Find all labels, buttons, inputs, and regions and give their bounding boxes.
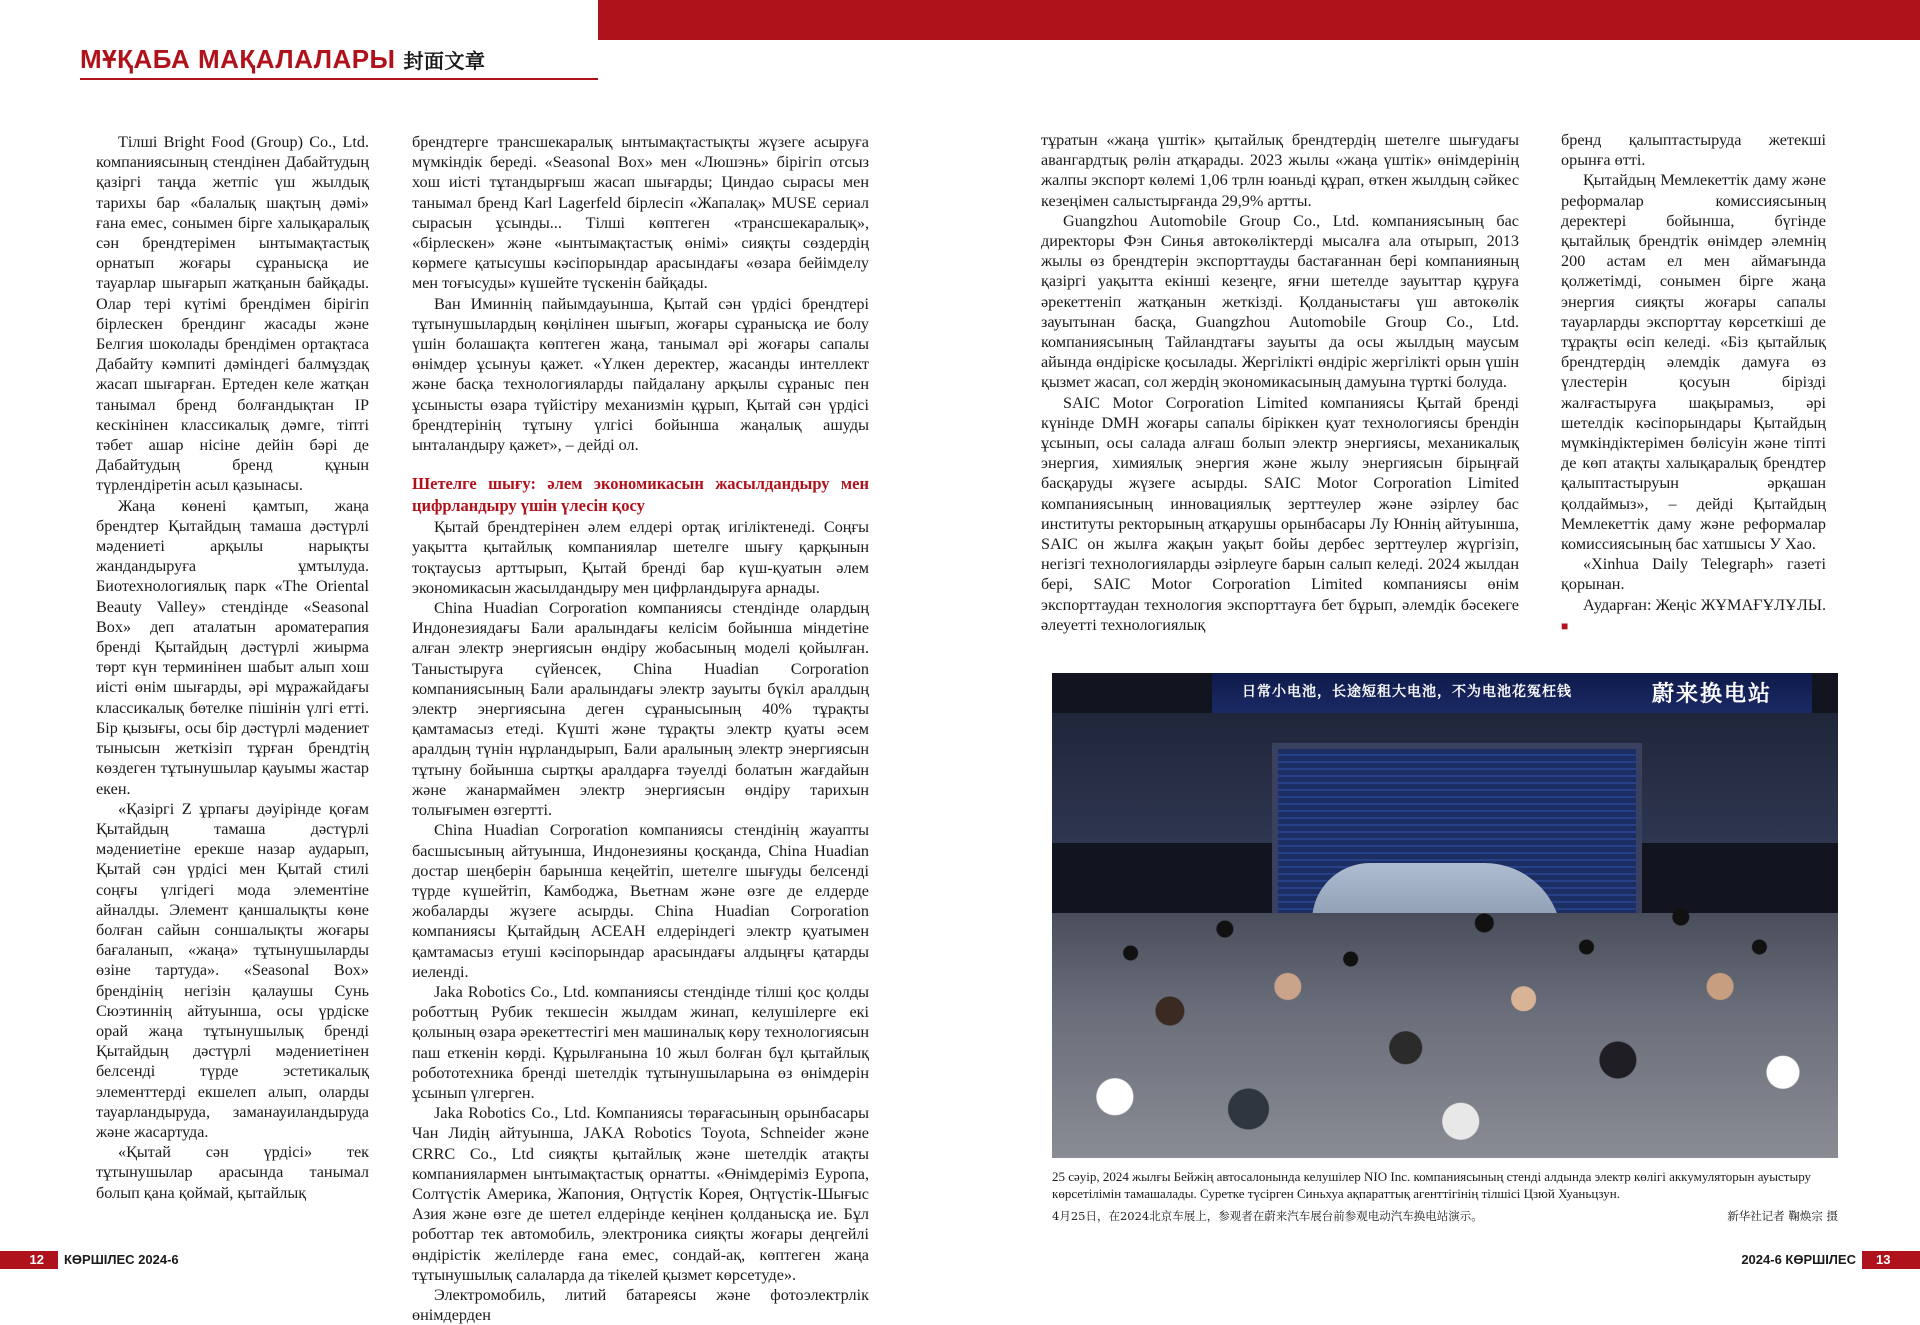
end-mark: ■ bbox=[1561, 618, 1569, 633]
section-title-cn: 封面文章 bbox=[403, 51, 486, 73]
paragraph: Jaka Robotics Co., Ltd. Компаниясы төрағасының орынбасары Чан Лидің айтуынша, JAKA Robotics Toyota, Schneider және CRRC Co., Ltd сияқты қытайлық және шетелдік атақты компаниялармен ынтымақтастық орнатты. «Өнімдеріміз Еуропа, Солтүстік Америка, Жапония, Оңтүстік Корея, Оңтүстік-Шығыс Азия және өзге де шетел елдерінде кеңінен қолданысқа ие. Бұл роботтар тек автомобиль, электроника сияқты жоғары деңгейлі өндірістік желілерде ғана емес, сондай-ақ, көптеген жаңа тұтынушылық салаларда да тікелей қызмет көрсетуде». bbox=[412, 1104, 869, 1284]
paragraph: Жаңа көнені қамтып, жаңа брендтер Қытайдың тамаша дәстүрлі мәдениеті арқылы нарықты жандандыруға ұмтылуда. Биотехнологиялық парк «The Oriental Beauty Valley» стендінде «Seasonal Box» деп аталатын ароматерапия бренді Қытайдың дәстүрлі жиырма төрт күн терминінен шабыт алып хош иісті өнім шығарды, әрі мұражайдағы классикалық бөтелке пішінін үлгі етті. Бір қызығы, осы бір дәстүрлі мәдениет тынысын жеткізіп тұрған брендтің көздеген тұтынушылар қауымы жастар екен. bbox=[96, 496, 369, 798]
paragraph: «Қытай сән үрдісі» тек тұтынушылар арасында танымал болып қана қоймай, қытайлық bbox=[96, 1143, 369, 1202]
translator-credit bbox=[1561, 595, 1826, 636]
photo-signboard bbox=[1212, 673, 1812, 713]
photo-caption: 25 сәуір, 2024 жылғы Бейжің автосалонында келушілер NIO Inc. компаниясының стенді алдында электр көлігі аккумуляторын ауыстыру көрсетілімін тамашалады. Суретке түсірген Синьхуа ақпараттық агенттігінің тілшісі Цзюй Хуаньцзун. bbox=[1052, 1169, 1812, 1201]
paragraph: Электромобиль, литий батареясы және фотоэлектрлік өнімдерден bbox=[412, 1285, 869, 1325]
paragraph: бренд қалыптастыруда жетекші орынға өтті. bbox=[1561, 131, 1826, 170]
paragraph: Ван Иминнің пайымдауынша, Қытай сән үрдісі брендтері тұтынушылардың көңілінен шығып, жоғары сұранысқа ие болу үшін болашақта көптеген жаңа, танымал әрі жоғары сапалы өнімдер ұсынуы қажет. «Үлкен деректер, жасанды интеллект және басқа технологияларды пайдалану арқылы сұраныс пен ұсынысты өзара түйістіру механизмін құрып, Қытай сән үрдісі брендтерінің тұтыну үлгісі бойынша жаңалық ашуды ынталандыру қажет», – дейді ол. bbox=[412, 294, 869, 455]
photo-credit-cn: 新华社记者 鞠焕宗 摄 bbox=[1727, 1209, 1838, 1223]
article-column-2 bbox=[412, 132, 869, 1325]
page-number-right: 13 bbox=[1862, 1251, 1920, 1269]
paragraph: Қытай брендтерінен әлем елдері ортақ игіліктенеді. Соңғы уақытта қытайлық компаниялар шетелге шығу қарқынын тоқтаусыз арттырып, Қытай бренді бар күш-қуатын әлем экономикасын жасылдандыру мен цифрландыруға арнады. bbox=[412, 518, 869, 597]
paragraph: Тілші Bright Food (Group) Co., Ltd. компаниясының стендінен Дабайтудың қазіргі таңда жетпіс үш жылдық тарихы бар «балалық шақтың дәмі» ғана емес, сонымен бірге халықаралық сән брендтерімен ынтымақтастық орнатып жоғары сұранысқа ие тауарлар шығарып жатқанын байқады. Олар тері күтімі брендімен бірігіп бірлескен брендинг жасады және Белгия шоколады брендімен ортақтаса Дабайту кәмпиті дәміндегі балмұздақ жасап шығарған. Ертеден келе жатқан танымал бренд болғандықтан IP кескінінен классикалық дәмге, тіпті тәбет ашар нісіне дейін бәрі де Дабайтудың бренд құнын түрлендіретін асыл қазынасы. bbox=[96, 133, 369, 495]
article-photo bbox=[1052, 673, 1838, 1158]
paragraph: China Huadian Corporation компаниясы стендінде олардың Индонезиядағы Бали аралындағы келісім бойынша міндетіне алған электр энергиясын өндіру жобасының моделі қойылған. Таныстыруға сүйенсек, China Huadian Corporation компаниясының Бали аралындағы электр зауыты бүкіл аралдың электр энергиясына деген сұранысының 40% тұрақты қамтамасыз етеді. Күшті және тұрақты электр қуаты әсем аралдың түнін нұрландырып, Бали аралының электр энергиясын тұтыну бойынша сыртқы аралдарға тәуелді болатын жағдайын және жанармаймен электр энергиясын өндіру тарихын толығымен өзгертті. bbox=[412, 599, 869, 820]
paragraph: брендтерге трансшекаралық ынтымақтастықты жүзеге асыруға мүмкіндік береді. «Seasonal Box» мен «Люшэнь» бірігіп отсыз хош иісті тұтандырғыш жасап шығарды; Циндао сырасы мен танымал бренд Karl Lagerfeld бірлесіп «Жапалақ» MUSE сериал сырасын ұсынды... Тілші көптеген «трансшекаралық», «бірлескен» және «ынтымақтастық өнімі» сияқты сөздердің көрмеге қатысушы кәсіпорындар арасындағы «өзара бейімделу мен тоғысуды» күшейте түскенін байқады. bbox=[412, 133, 869, 293]
page-number-left: 12 bbox=[0, 1251, 58, 1269]
paragraph: China Huadian Corporation компаниясы стендінің жауапты басшысының айтуынша, Индонезияны қосқанда, China Huadian достар шеңберін барынша кеңейтіп, шетелге шығуды белсенді түрде күшейтіп, Камбоджа, Вьетнам және өзге де елдерде жобаларды жүзеге асырды. China Huadian Corporation компаниясы Қытайдың АСЕАН елдеріндегі электр қуатымен қамтамасыз етуші кәсіпорындар арасындағы алдыңғы қатарды иеленді. bbox=[412, 821, 869, 981]
top-red-bar bbox=[598, 0, 1920, 40]
paragraph: Қытайдың Мемлекеттік даму және реформалар комиссиясының деректері бойынша, бүгінде қытайлық брендтік өнімдер әлемнің 200 астам ел мен аймағында қолжетімді, сонымен бірге жаңа энергия сияқты жоғары сапалы тауарларды экспорттау көрсеткіші де тұрақты өсіп келеді. «Біз қытайлық брендтердің әлемдік дамуға өз үлестерін қосуын біріздi жалғастыруға шақырамыз, әрі шетелдік кәсіпорындары Қытайдың мүмкіндіктерімен бөлісуін және тіпті де көп атақты халықаралық брендтер қалыптастыруын әрқашан қолдаймыз», – дейді Қытайдың Мемлекеттік даму және реформалар комиссиясының бас хатшысы У Хао. bbox=[1561, 171, 1826, 554]
photo-caption-cn-row bbox=[1052, 1208, 1838, 1224]
article-column-3 bbox=[1041, 130, 1519, 635]
paragraph: SAIC Motor Corporation Limited компаниясы Қытай бренді күнінде DMH жоғары сапалы біріккен қуат технологиясы брендін ұсынып, осы салада алғаш болып электр энергиясы, механикалық энергия, химиялық энергия және жылу энергиясын бірыңғай басқаруды жүзеге асырды. SAIC Motor Corporation Limited компаниясының инновациялық зерттеулер және әзірлеу бас институты ректорының атқарушы орынбасары Лу Юннің айтуынша, SAIC он жылға жақын уақыт бойы дербес зерттеулер жүргізіп, негізгі технологияларды әзірлеуге барын салып келеді. 2024 жылдан бері, SAIC Motor Corporation Limited компаниясы өнім экспорттаудан технология экспорттауға бет бұрып, әлемдік бәсекеге әлеуетті технологиялық bbox=[1041, 393, 1519, 634]
article-column-4 bbox=[1561, 130, 1826, 636]
footer-magazine-right: 2024-6 КӨРШІЛЕС bbox=[1741, 1252, 1856, 1267]
translator-credit-text: Аударған: Жеңіс ЖҰМАҒҰЛҰЛЫ. bbox=[1583, 595, 1826, 614]
paragraph: «Xinhua Daily Telegraph» газеті қорынан. bbox=[1561, 555, 1826, 594]
paragraph: Guangzhou Automobile Group Co., Ltd. компаниясының бас директоры Фэн Синья автокөліктерді мысалға ала отырып, 2013 жылы өз брендтерін экспорттауды бастағаннан бері компанияның қазіргі уақытта екінші кезеңге, яғни шетелде зауыттар құруға әрекеттеніп жатқанын жеткізді. Қолданыстағы үш автокөлік зауытынан басқа, Guangzhou Automobile Group Co., Ltd. компаниясының Тайландтағы зауыты да осы жылдың маусым айында өндіріске қосылады. Жергілікті өндіріс жергілікті орын үшін қызмет жасап, сол жердің экономикасының дамуына түрткі болуда. bbox=[1041, 211, 1519, 392]
photo-phones bbox=[1052, 893, 1838, 1013]
footer-right bbox=[1735, 1251, 1920, 1269]
footer-magazine-left: КӨРШІЛЕС 2024-6 bbox=[64, 1252, 179, 1267]
paragraph: Jaka Robotics Co., Ltd. компаниясы стендінде тілші қос қолды роботтың Рубик текшесін жылдам жинап, келушілерге екі қолының өзара әрекеттестігі мен машиналық көру технологиясын паш еткенін көрді. Құрылғанына 10 жыл болған бұл қытайлық робототехника бренді шетелдік тұтынушыларына өз өнімдерін ұсынып үлгерген. bbox=[412, 982, 869, 1102]
section-subheading: Шетелге шығу: әлем экономикасын жасылдандыру мен цифрландыру үшін үлесін қосу bbox=[412, 474, 869, 516]
footer-left bbox=[0, 1251, 185, 1269]
photo-caption-cn: 4月25日，在2024北京车展上，参观者在蔚来汽车展台前参观电动汽车换电站演示。 bbox=[1052, 1209, 1483, 1223]
paragraph: тұратын «жаңа үштік» қытайлық брендтердің шетелге шығудағы авангардтық рөлін атқарады. 2023 жылы «жаңа үштік» өнімдерінің жалпы экспорт көлемі 1,06 трлн юаньді құрап, өткен жылдың сәйкес кезеңімен салыстырғанда 29,9% артты. bbox=[1041, 131, 1519, 210]
paragraph: «Қазіргі Z ұрпағы дәуірінде қоғам Қытайдың тамаша дәстүрлі мәдениетіне ерекше назар аударып, Қытай сән үрдісі мен Қытай стилі соңғы үлгідегі мода элементіне айналды. Элемент қаншалықты көне болған сайын соншалықты жоғары бағаланып, «жаңа» тұтынушыларды өзіне тартуда». «Seasonal Box» брендінің негізін қалаушы Сунь Сюэтиннің айтуынша, осы үрдіске орай жаңа тұтынушылық бренді Қытайдың дәстүрлі мәдениетінен белсенді түрде эстетикалық элементтерді екшелеп алып, оларды тауарландыруда, заманауиландыруда және жасартуда. bbox=[96, 799, 369, 1141]
photo-sign-slogan: 日常小电池，长途短租大电池，不为电池花冤枉钱 bbox=[1242, 684, 1572, 700]
photo-sign-brand: 蔚来换电站 bbox=[1651, 682, 1772, 707]
article-column-1 bbox=[96, 132, 369, 1203]
header-rule bbox=[80, 78, 598, 80]
section-header bbox=[80, 44, 486, 75]
section-title: МҰҚАБА МАҚАЛАЛАРЫ bbox=[80, 44, 396, 74]
